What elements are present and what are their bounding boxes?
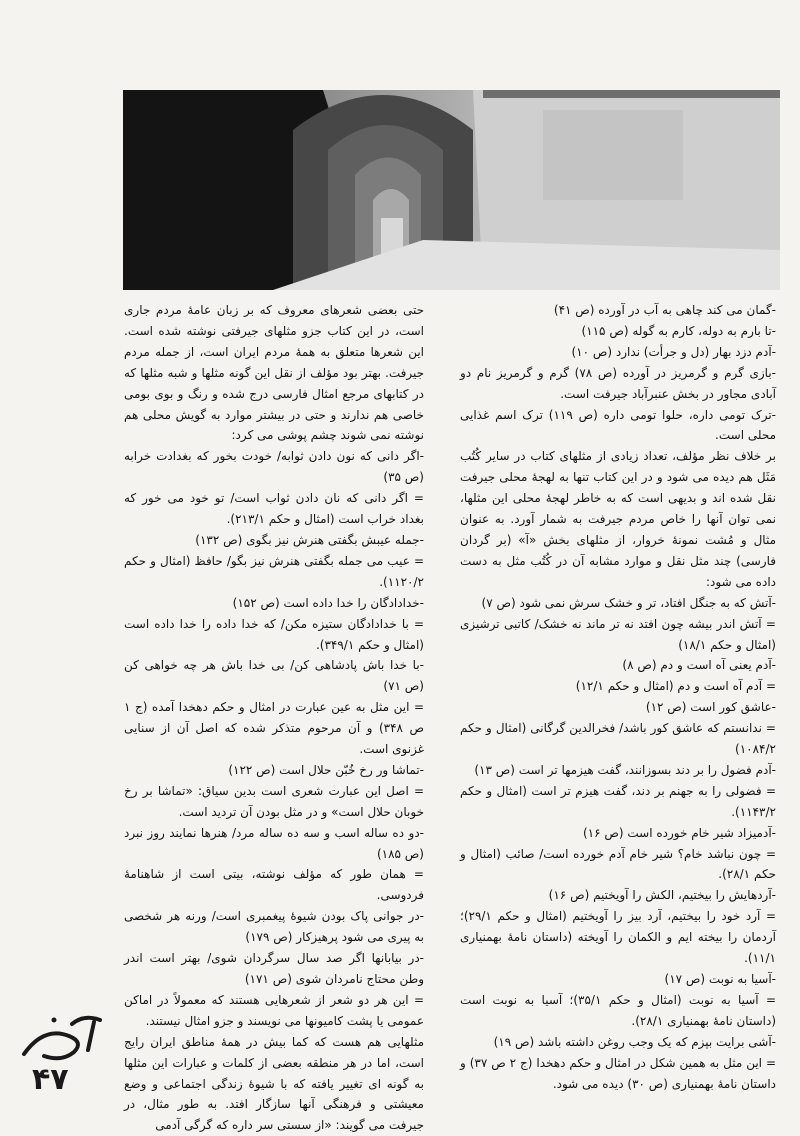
paragraph: = فضولی را به جهنم بر دند، گفت هیزم تر است (امثال و حکم ۱۱۴۳/۲). <box>460 783 776 819</box>
paragraph: بر خلاف نظر مؤلف، تعداد زیادی از مثلهای کتاب در سایر کُتُب مَثَل هم دیده می شود و در این کتاب تنها به لهجهٔ محلی جیرفت نقل شده اند و بدیهی است که به خاطر لهجهٔ محلی این مثلها، نمی توان آنها را خاص مردم جیرفت به شمار آورد. به عنوان مثال و مُشت نمونهٔ خروار، از مثلهای بخش «آ» (بر گردان فارسی) چند مثل نقل و موارد مشابه آن در کُتُب مثل به دست داده می شود: <box>460 449 776 589</box>
photo-illustration <box>123 90 780 290</box>
paragraph: -گمان می کند چاهی به آب در آورده (ص ۴۱) <box>553 303 776 317</box>
paragraph: -دو ده ساله اسب و سه ده ساله مرد/ هنرها نمایند روز نبرد (ص ۱۸۵) <box>124 825 424 861</box>
paragraph: = این هر دو شعر از شعرهایی هستند که معمولاً در اماکن عمومی یا پشت کامیونها می نویسند و جزو امثال نیستند. <box>124 992 424 1028</box>
paragraph: -تماشا ور رخ خُبّن حلال است (ص ۱۲۲) <box>228 762 424 777</box>
paragraph: -ترک تومی داره، حلوا تومی داره (ص ۱۱۹) ترک اسم غذایی محلی است. <box>460 407 776 443</box>
paragraph: -خدادادگان را خدا داده است (ص ۱۵۲) <box>232 595 424 610</box>
paragraph: -آدم یعنی آه است و دم (ص ۸) <box>622 658 776 673</box>
paragraph: -جمله عیبش بگفتی هنرش نیز بگوی (ص ۱۳۲) <box>195 532 424 547</box>
paragraph: = عیب می جمله بگفتی هنرش نیز بگو/ حافظ (امثال و حکم ۱۱۲۰/۲). <box>124 553 424 589</box>
paragraph: = آدم آه است و دم (امثال و حکم ۱۲/۱) <box>575 679 776 694</box>
calligraphy-logo-icon <box>14 1006 110 1066</box>
page-number: ۴۷ <box>32 1062 69 1097</box>
paragraph: -آدم دزد بهار (دل و جرأت) ندارد (ص ۱۰) <box>571 344 776 359</box>
paragraph: -تا بارم به دوله، کارم به گوله (ص ۱۱۵) <box>581 323 776 338</box>
article-right-column <box>460 300 776 1094</box>
paragraph: -آردهایش را بیختیم، الکش را آویختیم (ص ۱۶) <box>548 888 776 903</box>
paragraph: = ندانستم که عاشق کور باشد/ فخرالدین گرگانی (امثال و حکم ۱۰۸۴/۲) <box>460 721 776 757</box>
article-left-column <box>124 300 424 1136</box>
corridor-photo <box>123 90 780 290</box>
paragraph: -در بیابانها اگر صد سال سرگردان شوی/ بهتر است اندر وطن محتاج نامردان شوی (ص ۱۷۱) <box>124 951 424 986</box>
paragraph: -اگر دانی که نون دادن ثوابه/ خودت بخور که بغدادت خرابه (ص ۳۵) <box>124 449 424 485</box>
magazine-logo <box>14 1006 110 1066</box>
paragraph: = چون نباشد خام؟ شیر خام آدم خورده است/ صائب (امثال و حکم ۲۸/۱). <box>460 846 776 882</box>
paragraph: = این مثل به همین شکل در امثال و حکم دهخدا (ج ۲ ص ۳۷) و داستان نامهٔ بهمنیاری (ص ۳۰) دیده می شود. <box>460 1055 777 1091</box>
paragraph: = این مثل به عین عبارت در امثال و حکم دهخدا آمده (ج ۱ ص ۳۴۸) و آن مرحوم متذکر شده که اصل آن از سنایی غزنوی است. <box>124 700 424 757</box>
paragraph: -عاشق کور است (ص ۱۲) <box>645 700 776 715</box>
paragraph: = اصل این عبارت شعری است بدین سیاق: «تماشا بر رخ خوبان حلال است» و در مثل بودن آن تردید است. <box>124 783 424 819</box>
paragraph: -آدمیزاد شیر خام خورده است (ص ۱۶) <box>582 825 776 840</box>
paragraph: حتی بعضی شعرهای معروف که بر زبان عامهٔ مردم جاری است، در این کتاب جزو مثلهای جیرفتی نوشته شده است. این شعرها متعلق به همهٔ مردم ایران است، از جمله مردم جیرفت. بهتر بود مؤلف از نقل این گونه مثلها و شبه مثلها که در کتابهای مرجع امثال فارسی درج شده و رنگ و بوی بومی خاصی هم ندارند و حتی در بیشتر موارد به گویش محلی هم نوشته نمی شوند چشم پوشی می کرد: <box>124 303 424 443</box>
paragraph: -در جوانی پاک بودن شیوهٔ پیغمبری است/ ورنه هر شخصی به پیری می شود پرهیزکار (ص ۱۷۹) <box>124 909 424 945</box>
paragraph: = آرد خود را بیختیم، آرد بیز را آویختیم (امثال و حکم ۲۹/۱)؛ آردمان را بیخته ایم و الکمان را آویخته (داستان نامهٔ بهمنیاری ۱۱/۱). <box>460 909 776 966</box>
paragraph: = با خدادادگان ستیزه مکن/ که خدا داده را خدا داده است (امثال و حکم ۳۴۹/۱). <box>124 616 424 652</box>
paragraph: = آسیا به نوبت (امثال و حکم ۳۵/۱)؛ آسیا به نوبت است (داستان نامهٔ بهمنیاری ۲۸/۱). <box>460 992 776 1028</box>
paragraph: = اگر دانی که نان دادن ثواب است/ تو خود می خور که بغداد خراب است (امثال و حکم ۲۱۳/۱). <box>124 491 424 527</box>
paragraph: -آتش که به جنگل افتاد، تر و خشک سرش نمی شود (ص ۷) <box>481 595 776 610</box>
paragraph: = همان طور که مؤلف نوشته، بیتی است از شاهنامهٔ فردوسی. <box>124 867 424 903</box>
paragraph: -آسیا به نوبت (ص ۱۷) <box>664 972 776 986</box>
paragraph: -بازی گرم و گرمریز در آورده (ص ۷۸) گرم و گرمریز نام دو آبادی مجاور در بخش عنبرآباد جیرفت است. <box>460 365 776 401</box>
paragraph: = آتش اندر بیشه چون افتد نه تر ماند نه خشک/ کاتبی ترشیزی (امثال و حکم ۱۸/۱) <box>460 616 776 652</box>
paragraph: -آشی برایت بپزم که یک وجب روغن داشته باشد (ص ۱۹) <box>493 1034 776 1049</box>
paragraph: مثلهایی هم هست که کما بیش در همهٔ مناطق ایران رایج است، اما در هر منطقه بعضی از کلمات و عبارات این مثلها به گونه ای تغییر یافته که با شیوهٔ زندگی اجتماعی و وضع معیشتی و فرهنگی آنها سازگار افتد. به طور مثال، در جیرفت می گویند: «از سستی سر داره که گرگی آدمی <box>124 1034 424 1133</box>
paragraph: -آدم فضول را بر دند بسوزانند، گفت هیزمها تر است (ص ۱۳) <box>474 762 776 777</box>
paragraph: -با خدا باش پادشاهی کن/ بی خدا باش هر چه خواهی کن (ص ۷۱) <box>124 658 424 694</box>
